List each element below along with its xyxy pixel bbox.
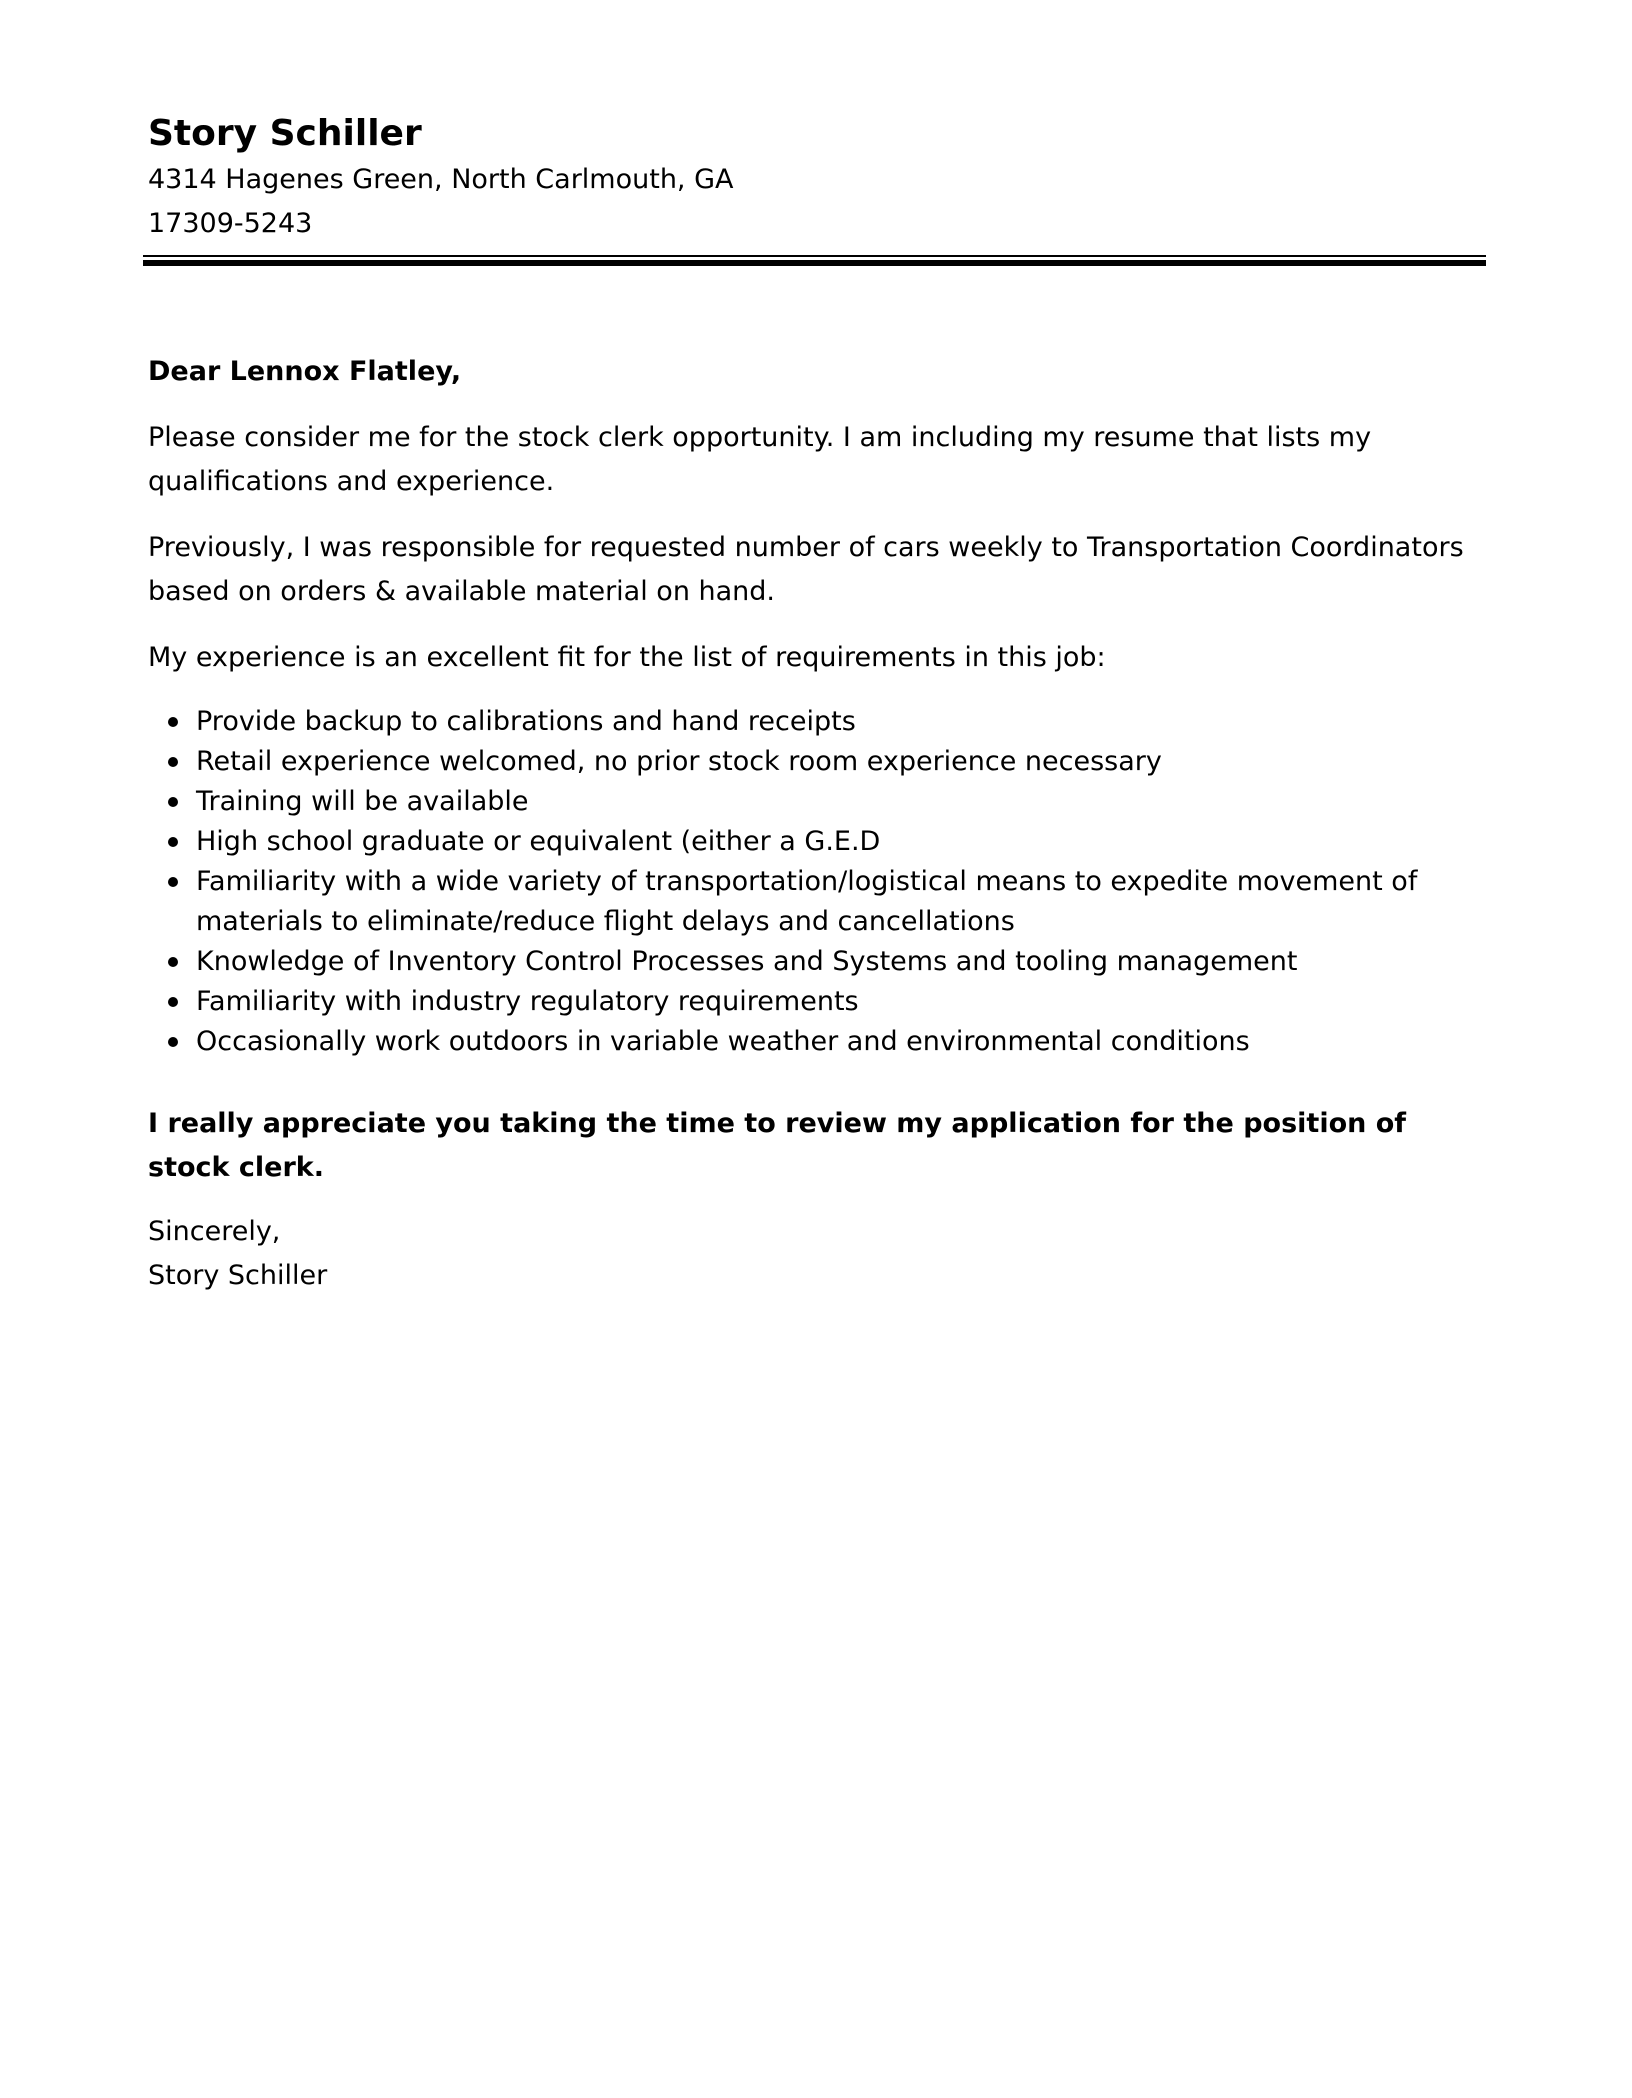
list-item: Familiarity with industry regulatory requirements: [196, 982, 1486, 1022]
bullet-icon: [168, 757, 178, 767]
list-item: Provide backup to calibrations and hand receipts: [196, 702, 1486, 742]
letter-body: [148, 350, 1486, 1298]
bullet-icon: [168, 717, 178, 727]
sender-name: Story Schiller: [148, 113, 422, 154]
list-item: Knowledge of Inventory Control Processes and Systems and tooling management: [196, 942, 1486, 982]
salutation: Dear Lennox Flatley,: [148, 356, 462, 387]
closing-statement: I really appreciate you taking the time to review my application for the position of stock clerk.: [148, 1108, 1407, 1183]
list-item: Training will be available: [196, 782, 1486, 822]
signoff-block: [148, 1210, 1486, 1298]
list-item: Occasionally work outdoors in variable weather and environmental conditions: [196, 1022, 1486, 1062]
bullet-icon: [168, 957, 178, 967]
paragraph-intro: Please consider me for the stock clerk opportunity. I am including my resume that lists my qualifications and experience.: [148, 422, 1372, 497]
signature-name: Story Schiller: [148, 1260, 328, 1291]
bullet-icon: [168, 997, 178, 1007]
list-item: High school graduate or equivalent (either a G.E.D: [196, 822, 1486, 862]
address-line-1: 4314 Hagenes Green, North Carlmouth, GA: [148, 164, 734, 195]
bullet-icon: [168, 837, 178, 847]
signoff: Sincerely,: [148, 1216, 281, 1247]
list-item: Retail experience welcomed, no prior stock room experience necessary: [196, 742, 1486, 782]
requirements-list: [148, 702, 1486, 1062]
bullet-icon: [168, 797, 178, 807]
bullet-icon: [168, 1037, 178, 1047]
sender-address: [148, 158, 868, 246]
paragraph-requirements-intro: My experience is an excellent fit for the list of requirements in this job:: [148, 642, 1106, 673]
list-item: Familiarity with a wide variety of transportation/logistical means to expedite movement of materials to eliminate/reduce flight delays and cancellations: [196, 862, 1486, 942]
header-divider: [143, 255, 1486, 266]
paragraph-experience: Previously, I was responsible for requested number of cars weekly to Transportation Coordinators based on orders & available material on hand.: [148, 532, 1464, 607]
bullet-icon: [168, 877, 178, 887]
address-line-2: 17309-5243: [148, 208, 313, 239]
